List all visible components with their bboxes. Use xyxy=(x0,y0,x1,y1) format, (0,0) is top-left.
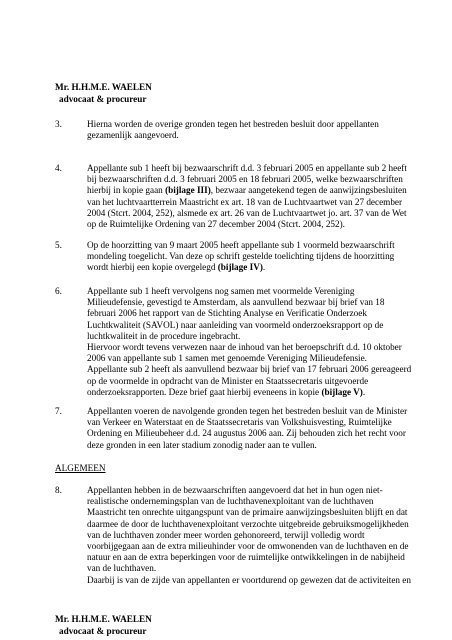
attachment-ref: (bijlage V) xyxy=(321,386,363,397)
paragraph-line: 2004 (Stcrt. 2004, 252), alsmede ex art. 26 van de Luchtvaartwet jo. art. 37 van de Wet xyxy=(87,207,407,218)
paragraph-line: Appellante sub 1 heeft bij bezwaarschrift d.d. 3 februari 2005 en appellante sub 2 heeft xyxy=(87,163,407,173)
paragraph-line: Maastricht ten onrechte uitgangspunt van de primaire aanwijzingsbesluiten blijft en dat xyxy=(87,507,408,518)
paragraph-number: 5. xyxy=(55,240,62,250)
paragraph-number: 4. xyxy=(55,163,62,173)
paragraph-line: op de Ruimtelijke Ordening van 27 december 2004 (Stcrt. 2004, 252). xyxy=(87,219,345,230)
paragraph-line: Op de hoorzitting van 9 maart 2005 heeft appellante sub 1 voormeld bezwaarschrift xyxy=(87,240,395,250)
paragraph-line xyxy=(87,387,437,398)
paragraph-number: 6. xyxy=(55,286,62,296)
lawyer-title: advocaat & procureur xyxy=(59,93,147,104)
paragraph-line: van het luchtvaartterrein Maastricht ex art. 18 van de Luchtvaartwet van 27 december xyxy=(87,196,403,207)
paragraph-line: van de luchthaven. xyxy=(87,563,157,574)
paragraph-line: februari 2006 het rapport van de Stichting Analyse en Verificatie Onderzoek xyxy=(87,308,367,319)
paragraph-line: 2006 van appellante sub 1 samen met genoemde Vereniging Milieudefensie. xyxy=(87,353,367,364)
paragraph-line: Luchtkwaliteit (SAVOL) naar aanleiding van voormeld onderzoeksrapport op de xyxy=(87,319,384,330)
paragraph-line: luchtkwaliteit in de procedure ingebracht. xyxy=(87,330,241,341)
paragraph-line: van de luchthaven zonder meer worden gehonoreerd, terwijl volledig wordt xyxy=(87,529,365,540)
attachment-ref: (bijlage IV) xyxy=(217,262,263,273)
paragraph-number: 7. xyxy=(55,406,62,416)
paragraph-line xyxy=(87,185,437,196)
paragraph-number: 3. xyxy=(55,119,62,129)
paragraph-line: Appellanten hebben in de bezwaarschriften aangevoerd dat het in hun ogen niet- xyxy=(87,485,383,495)
lawyer-name: Mr. H.H.M.E. WAELEN xyxy=(55,82,152,92)
paragraph-line: Hiervoor wordt tevens verwezen naar de inhoud van het beroepschrift d.d. 10 oktober xyxy=(87,342,402,353)
letterhead-bottom xyxy=(55,614,152,637)
line-text: onderzoeksrapporten. Deze brief gaat hierbij eveneens in kopie xyxy=(87,386,322,397)
lawyer-name: Mr. H.H.M.E. WAELEN xyxy=(55,614,152,624)
paragraph-line: voorbijgegaan aan de extra milieuhinder voor de omwonenden van de luchthaven en de xyxy=(87,541,409,552)
paragraph-line: daarmee de door de luchthavenexploitant verzochte uitgebreide gebruiksmogelijkheden xyxy=(87,518,409,529)
paragraph-line: natuur en aan de extra beperkingen voor de ruimtelijke ontwikkelingen in de nabijheid xyxy=(87,552,405,563)
attachment-ref: (bijlage III) xyxy=(165,185,211,196)
paragraph-line: Daarbij is van de zijde van appellanten er voortdurend op gewezen dat de activiteiten en xyxy=(87,574,411,585)
letterhead-top xyxy=(55,82,152,105)
paragraph-line: realistische ondernemingsplan van de luchthavenexploitant van de luchthaven xyxy=(87,496,374,507)
paragraph-line: op de voormelde in opdracht van de Minister en Staatssecretaris uitgevoerde xyxy=(87,375,369,386)
paragraph-number: 8. xyxy=(55,485,62,495)
paragraph-line: mondeling toegelicht. Van deze op schrift gestelde toelichting tijdens de hoorzitting xyxy=(87,251,395,262)
line-text: wordt hierbij een kopie overgelegd xyxy=(87,262,218,273)
line-text: , bezwaar aangetekend tegen de aanwijzingsbesluiten xyxy=(210,185,407,196)
paragraph-line: gezamenlijk aangevoerd. xyxy=(87,130,179,141)
paragraph-line: Appellante sub 1 heeft vervolgens nog samen met voormelde Vereniging xyxy=(87,286,355,296)
lawyer-title: advocaat & procureur xyxy=(59,625,147,636)
paragraph-line: van Verkeer en Waterstaat en de Staatssecretaris van Volkshuisvesting, Ruimtelijke xyxy=(87,417,392,428)
paragraph-line: Hierna worden de overige gronden tegen het bestreden besluit door appellanten xyxy=(87,119,379,129)
line-text: hierbij in kopie gaan xyxy=(87,185,166,196)
paragraph-line: Ordening en Milieubeheer d.d. 24 augustus 2006 aan. Zij behouden zich het recht voor xyxy=(87,428,406,439)
line-text: . xyxy=(262,262,266,273)
section-heading: ALGEMEEN xyxy=(55,463,106,473)
paragraph-line: deze gronden in een later stadium zonodig nader aan te vullen. xyxy=(87,439,317,450)
paragraph-line: Appellanten voeren de navolgende gronden tegen het bestreden besluit van de Minister xyxy=(87,406,408,416)
paragraph-line: Appellante sub 2 heeft als aanvullend bezwaar bij brief van 17 februari 2006 gereageerd xyxy=(87,364,412,375)
paragraph-line: Milieudefensie, gevestigd te Amsterdam, als aanvullend bezwaar bij brief van 18 xyxy=(87,297,385,308)
paragraph-line xyxy=(87,262,437,273)
line-text: . xyxy=(362,386,366,397)
paragraph-line: bij bezwaarschriften d.d. 3 februari 2005 en 18 februari 2005, welke bezwaarschriften xyxy=(87,174,403,185)
